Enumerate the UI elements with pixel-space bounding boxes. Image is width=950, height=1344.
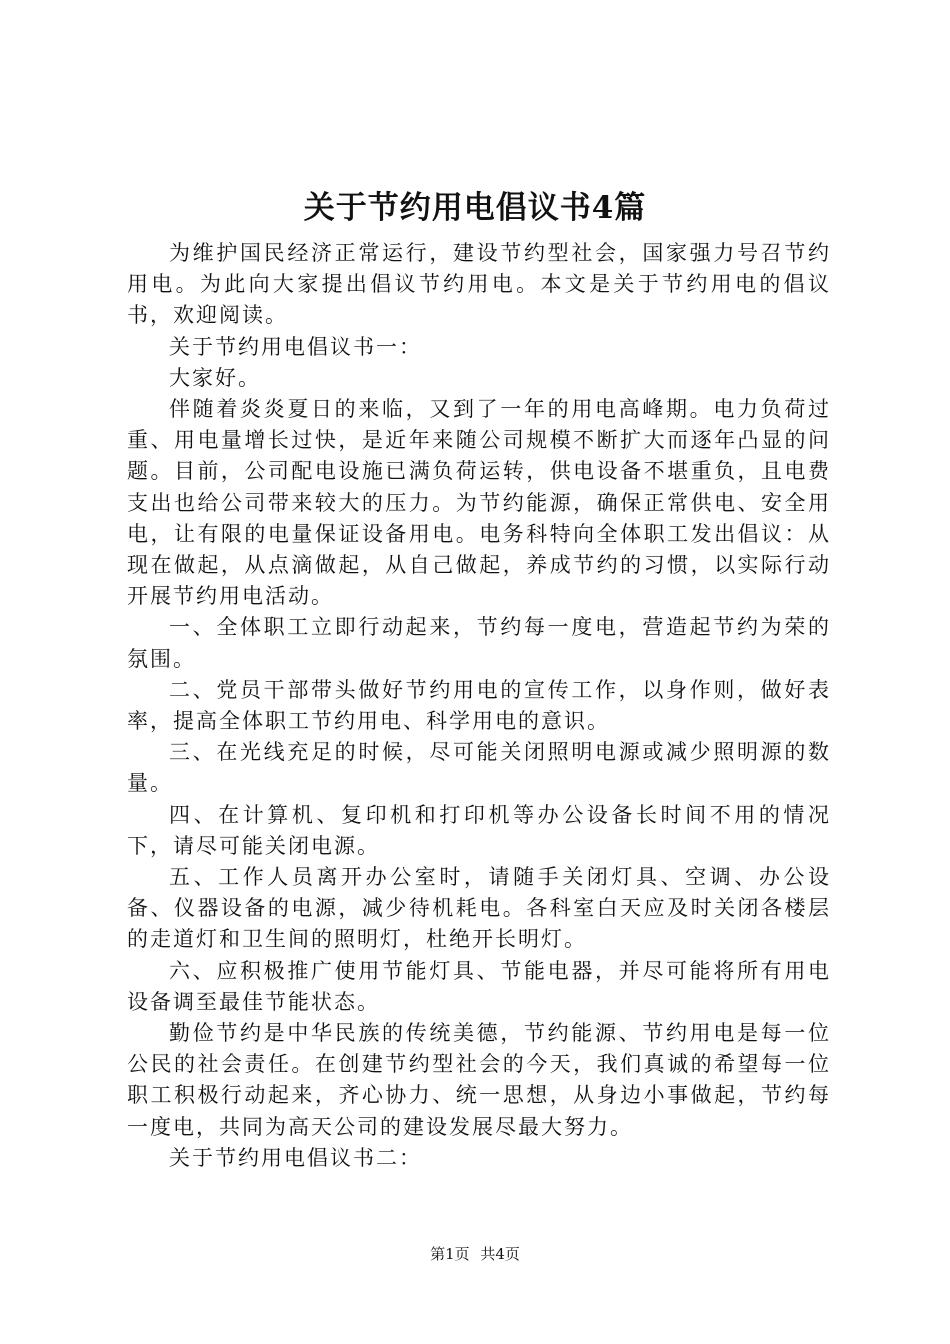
page-footer	[0, 1244, 950, 1264]
closing-paragraph: 勤俭节约是中华民族的传统美德，节约能源、节约用电是每一位公民的社会责任。在创建节约型社会的今天，我们真诚的希望每一位职工积极行动起来，齐心协力、统一思想，从身边小事做起，节约每一度电，共同为高天公司的建设发展尽最大努力。	[127, 1021, 831, 1139]
greeting-paragraph: 大家好。	[169, 365, 261, 390]
item-paragraph-2: 二、党员干部带头做好节约用电的宣传工作，以身作则，做好表率，提高全体职工节约用电、科学用电的意识。	[127, 677, 831, 734]
page-number: 第1页	[430, 1245, 470, 1263]
item-paragraph-5: 五、工作人员离开办公室时，请随手关闭灯具、空调、办公设备、仪器设备的电源，减少待机耗电。各科室白天应及时关闭各楼层的走道灯和卫生间的照明灯，杜绝开长明灯。	[127, 865, 831, 952]
section-heading-one: 关于节约用电倡议书一：	[169, 334, 422, 359]
item-paragraph-3: 三、在光线充足的时候，尽可能关闭照明电源或减少照明源的数量。	[127, 740, 831, 796]
item-paragraph-1: 一、全体职工立即行动起来，节约每一度电，营造起节约为荣的氛围。	[127, 615, 831, 671]
page-total: 共4页	[480, 1245, 520, 1263]
intro-paragraph: 为维护国民经济正常运行，建设节约型社会，国家强力号召节约用电。为此向大家提出倡议节约用电。本文是关于节约用电的倡议书，欢迎阅读。	[127, 241, 831, 328]
document-body	[127, 238, 831, 1174]
item-paragraph-4: 四、在计算机、复印机和打印机等办公设备长时间不用的情况下，请尽可能关闭电源。	[127, 802, 831, 858]
item-paragraph-6: 六、应积极推广使用节能灯具、节能电器，并尽可能将所有用电设备调至最佳节能状态。	[127, 958, 831, 1014]
page-title: 关于节约用电倡议书4篇	[303, 190, 647, 226]
section-heading-two: 关于节约用电倡议书二：	[169, 1145, 422, 1170]
body-paragraph: 伴随着炎炎夏日的来临，又到了一年的用电高峰期。电力负荷过重、用电量增长过快，是近年来随公司规模不断扩大而逐年凸显的问题。目前，公司配电设施已满负荷运转，供电设备不堪重负，且电费支出也给公司带来较大的压力。为节约能源，确保正常供电、安全用电，让有限的电量保证设备用电。电务科特向全体职工发出倡议：从现在做起，从点滴做起，从自己做起，养成节约的习惯，以实际行动开展节约用电活动。	[127, 397, 831, 609]
